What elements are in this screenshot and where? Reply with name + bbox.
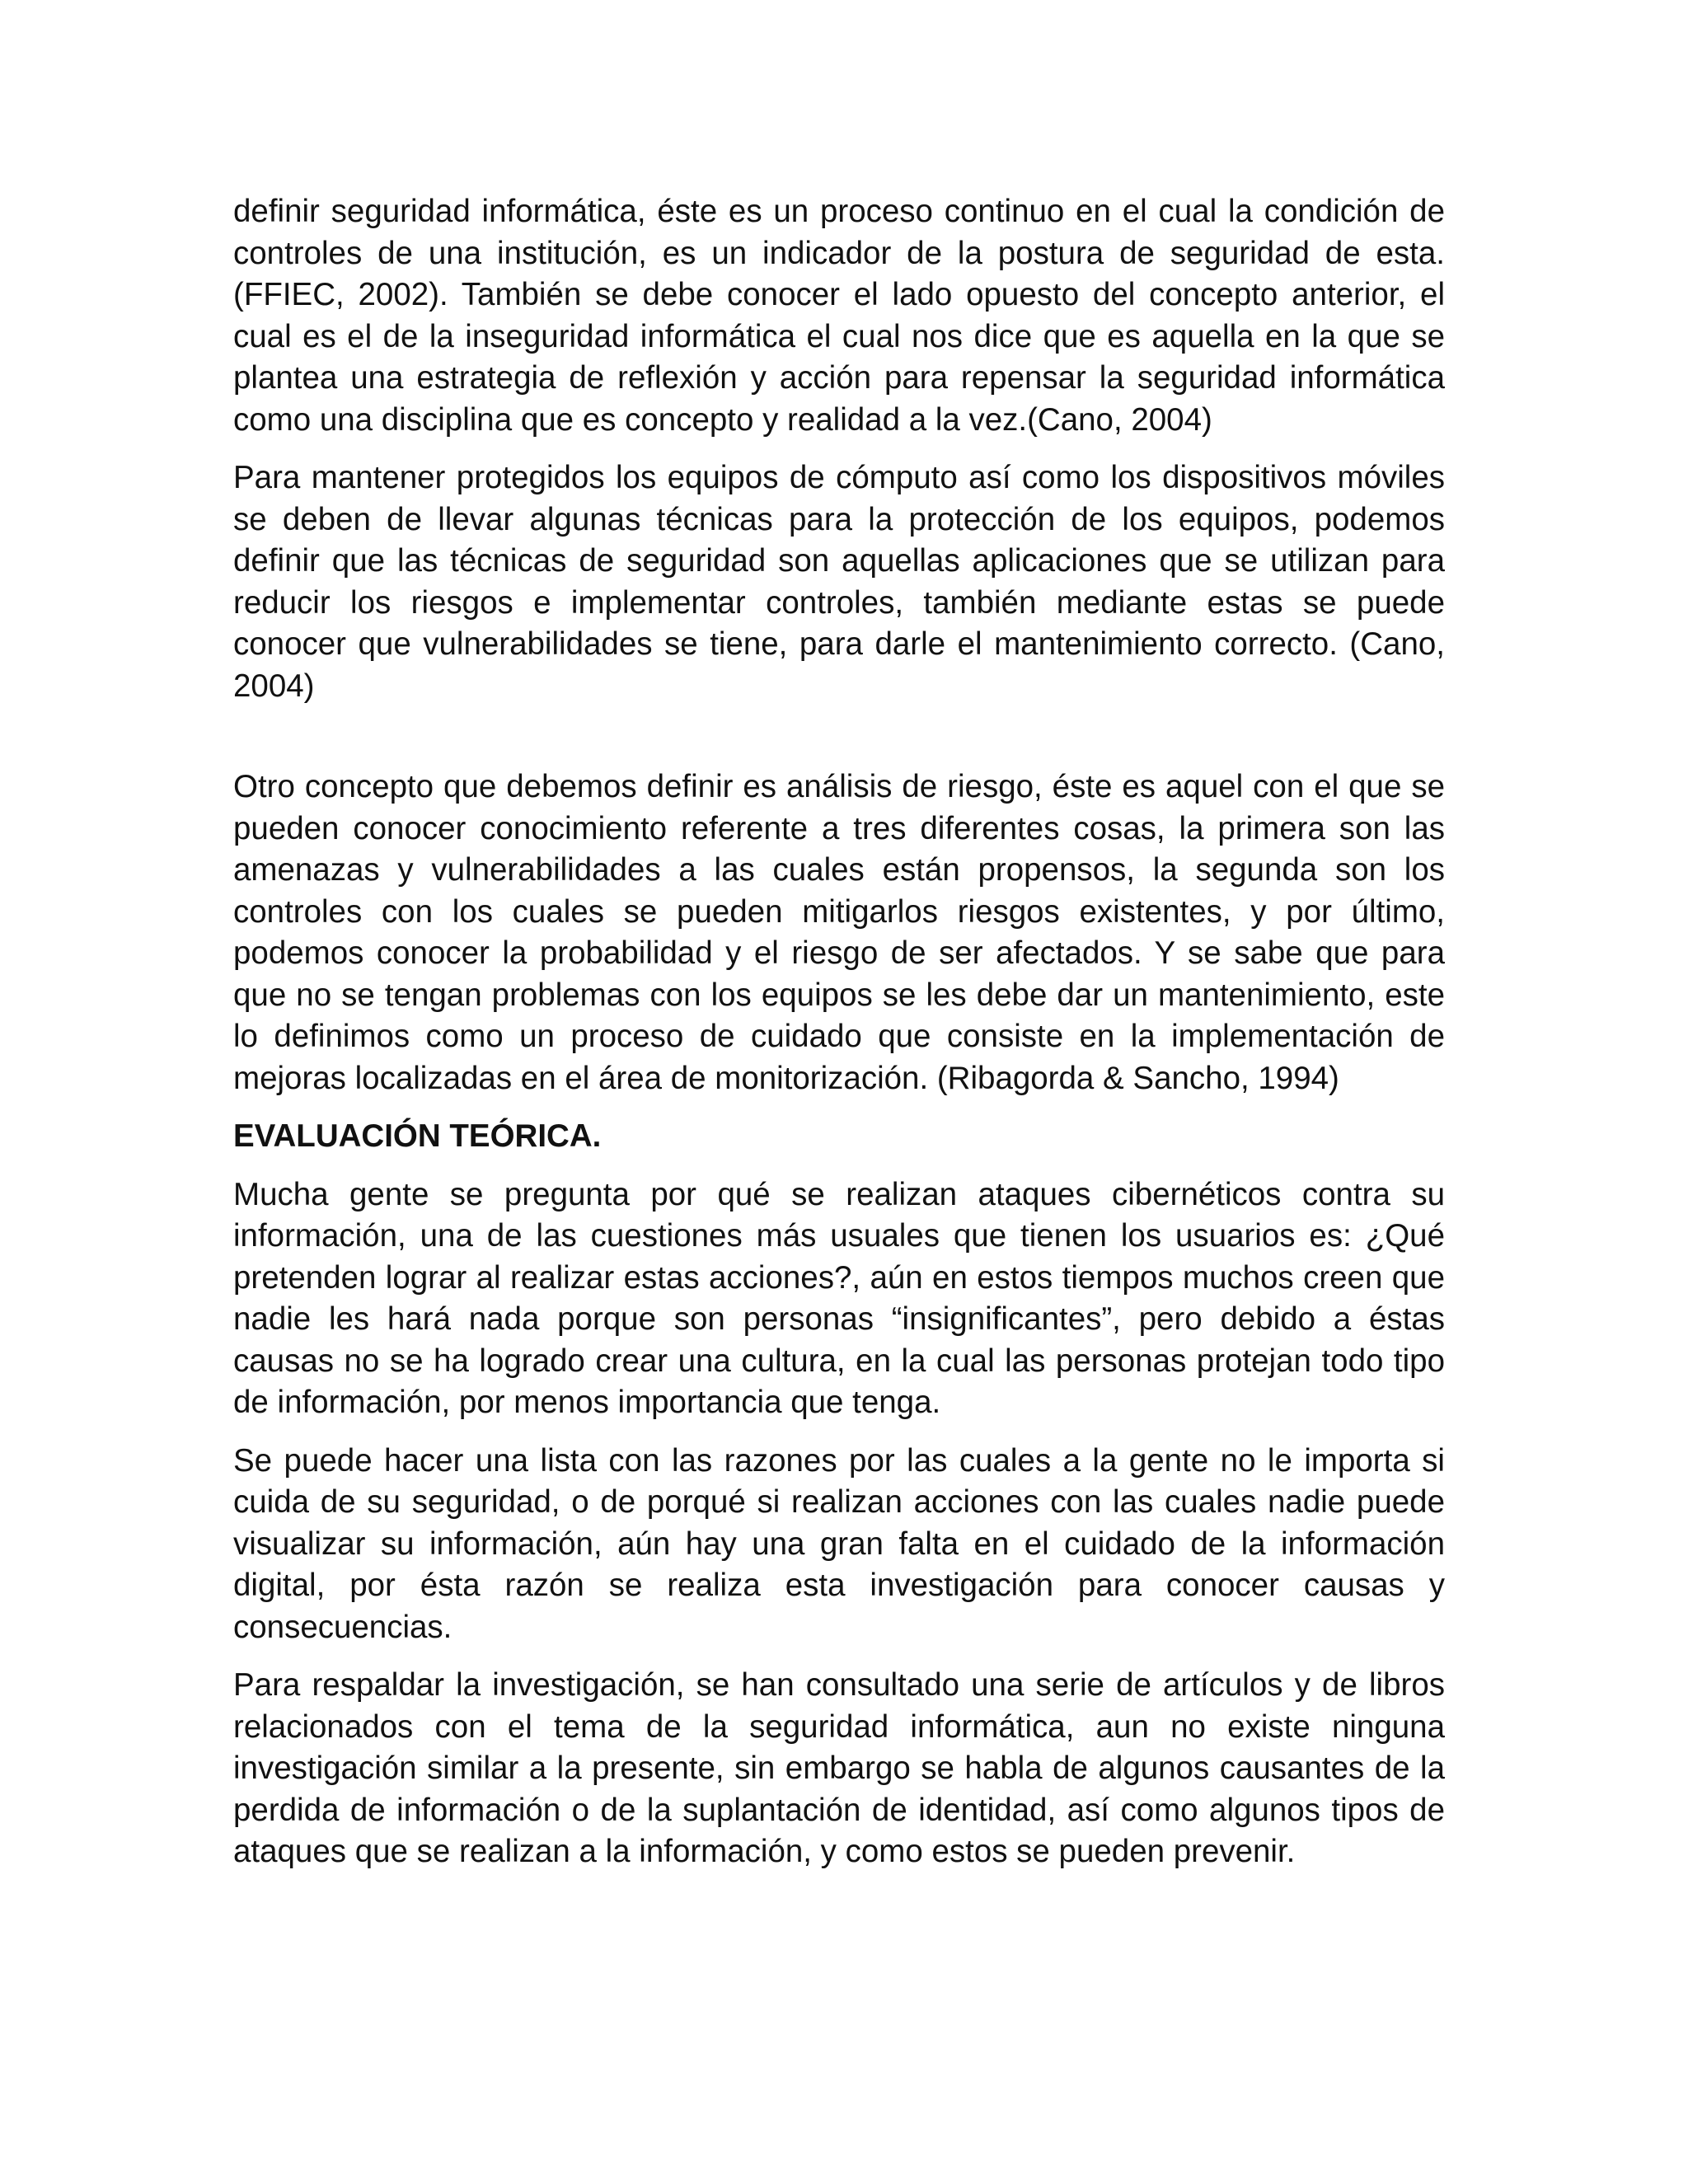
paragraph-risk-analysis: Otro concepto que debemos definir es análisis de riesgo, éste es aquel con el que se pueden conocer conocimiento referente a tres diferentes cosas, la primera son las amenazas y vulnerabilidades a las cuales están propensos, la segunda son los controles con los cuales se pueden mitigarlos riesgos existentes, y por último, podemos conocer la probabilidad y el riesgo de ser afectados. Y se sabe que para que no se tengan problemas con los equipos se les debe dar un mantenimiento, este lo definimos como un proceso de cuidado que consiste en la implementación de mejoras localizadas en el área de monitorización. (Ribagorda & Sancho, 1994) bbox=[233, 769, 1445, 1096]
paragraph-research-support: Para respaldar la investigación, se han consultado una serie de artículos y de libros relacionados con el tema de la seguridad informática, aun no existe ninguna investigación similar a la presente, sin embargo se habla de algunos causantes de la perdida de información o de la suplantación de identidad, así como algunos tipos de ataques que se realizan a la información, y como estos se pueden prevenir. bbox=[233, 1667, 1445, 1869]
paragraph-security-techniques: Para mantener protegidos los equipos de cómputo así como los dispositivos móviles se deben de llevar algunas técnicas para la protección de los equipos, podemos definir que las técnicas de seguridad son aquellas aplicaciones que se utilizan para reducir los riesgos e implementar controles, también mediante estas se puede conocer que vulnerabilidades se tiene, para darle el mantenimiento correcto. (Cano, 2004) bbox=[233, 460, 1445, 704]
paragraph-security-definition: definir seguridad informática, éste es un proceso continuo en el cual la condición de controles de una institución, es un indicador de la postura de seguridad de esta. (FFIEC, 2002). También se debe conocer el lado opuesto del concepto anterior, el cual es el de la inseguridad informática el cual nos dice que es aquella en la que se plantea una estrategia de reflexión y acción para repensar la seguridad informática como una disciplina que es concepto y realidad a la vez.(Cano, 2004) bbox=[233, 194, 1445, 438]
document-body bbox=[233, 191, 1445, 1890]
paragraph-reasons-list: Se puede hacer una lista con las razones por las cuales a la gente no le importa si cuida de su seguridad, o de porqué si realizan acciones con las cuales nadie puede visualizar su información, aún hay una gran falta en el cuidado de la información digital, por ésta razón se realiza esta investigación para conocer causas y consecuencias. bbox=[233, 1442, 1445, 1645]
section-heading: EVALUACIÓN TEÓRICA. bbox=[233, 1118, 602, 1154]
paragraph-cyberattacks: Mucha gente se pregunta por qué se realizan ataques cibernéticos contra su información, una de las cuestiones más usuales que tienen los usuarios es: ¿Qué pretenden lograr al realizar estas acciones?, aún en estos tiempos muchos creen que nadie les hará nada porque son personas “insignificantes”, pero debido a éstas causas no se ha logrado crear una cultura, en la cual las personas protejan todo tipo de información, por menos importancia que tenga. bbox=[233, 1176, 1445, 1420]
